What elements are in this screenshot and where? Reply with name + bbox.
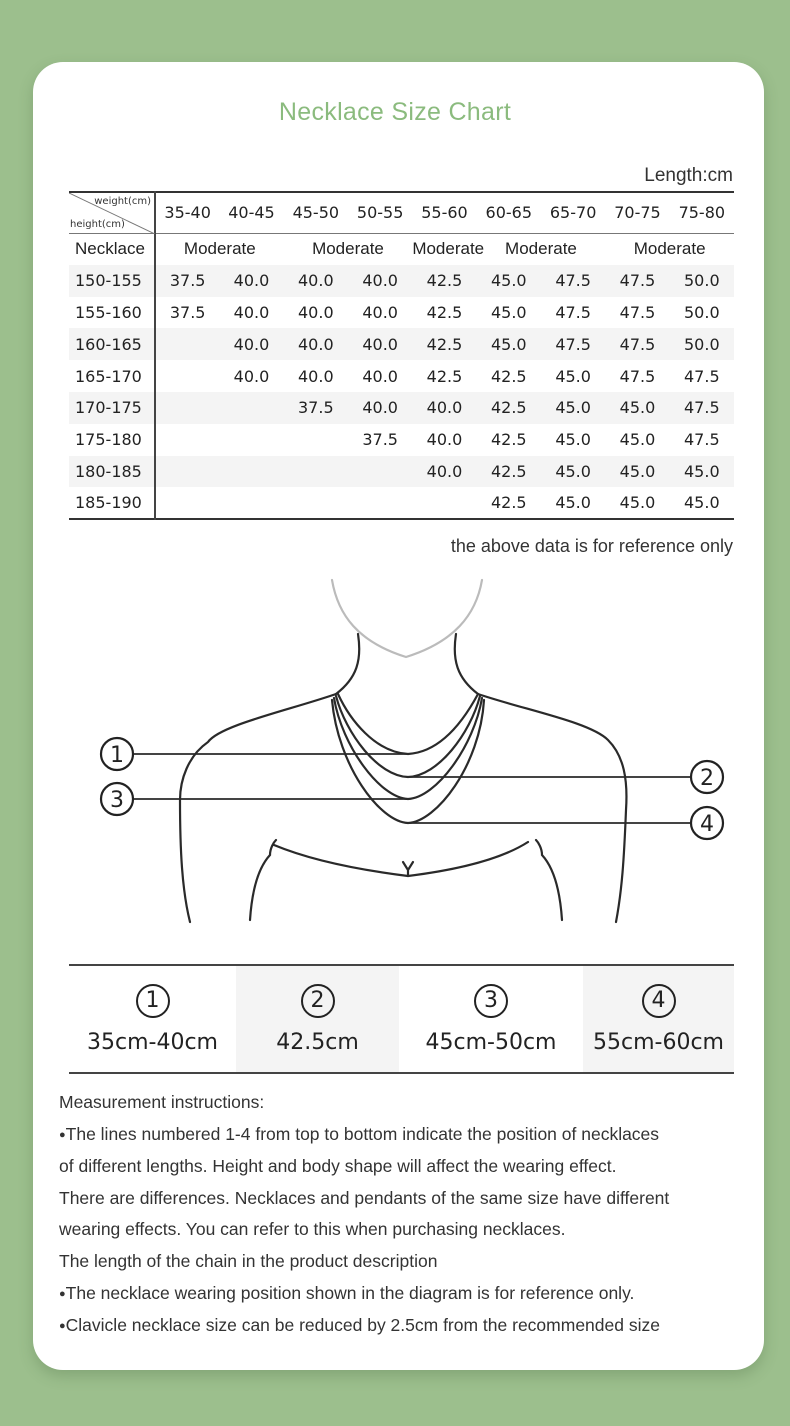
length-cell: [155, 487, 219, 519]
weight-column-header: 45-50: [284, 192, 348, 233]
length-cell: 42.5: [477, 392, 541, 424]
length-cell: 50.0: [684, 302, 720, 322]
page-title: Necklace Size Chart: [278, 98, 512, 126]
length-cell: 37.5: [155, 265, 219, 297]
length-cell: 40.0: [412, 392, 476, 424]
neck-right: [455, 634, 478, 694]
length-cell: 40.0: [348, 265, 412, 297]
weight-column-header: 60-65: [477, 192, 541, 233]
diagram-marker-2: 2: [700, 766, 714, 791]
size-table: [69, 191, 734, 520]
length-cell: 45.0: [670, 456, 734, 488]
length-cell: 45.0: [619, 430, 656, 450]
length-cell: 40.0: [233, 302, 270, 322]
weight-column-header: 55-60: [412, 192, 476, 233]
length-cell: 45.0: [555, 493, 591, 513]
diagram-marker-3: 3: [110, 788, 124, 813]
length-cell: 40.0: [284, 265, 348, 297]
instruction-line: ● The necklace wearing position shown in the diagram is for reference only.: [59, 1278, 759, 1311]
length-cell: 47.5: [684, 366, 720, 386]
length-value: 55cm-60cm: [593, 1029, 724, 1055]
length-cell: 45.0: [619, 493, 656, 513]
height-row-label: 150-155: [69, 265, 155, 297]
length-cell: 47.5: [605, 265, 669, 297]
length-cell: 45.0: [490, 302, 527, 322]
length-cell: 47.5: [684, 430, 720, 450]
height-row-label: 160-165: [69, 328, 155, 360]
length-cell: 40.0: [412, 456, 476, 488]
diagram-marker-1: 1: [110, 743, 124, 768]
length-cell: [284, 424, 348, 456]
length-cell: 42.5: [490, 366, 527, 386]
instruction-line: of different lengths. Height and body shape will affect the wearing effect.: [59, 1156, 617, 1177]
necklace-position-diagram: [60, 570, 730, 940]
face-outline: [332, 580, 482, 657]
clavicle: [274, 842, 528, 876]
length-cell: 45.0: [555, 366, 591, 386]
weight-column-header: 70-75: [605, 192, 669, 233]
length-cell: 42.5: [426, 366, 463, 386]
length-item-2: [236, 966, 399, 1072]
length-cell: 47.5: [555, 302, 591, 322]
length-number: 3: [474, 984, 508, 1018]
length-cell: [284, 456, 348, 488]
length-cell: [412, 487, 476, 519]
length-cell: [155, 328, 219, 360]
table-row: [69, 360, 734, 392]
length-cell: 45.0: [605, 392, 669, 424]
length-cell: [348, 487, 412, 519]
length-cell: 37.5: [169, 302, 206, 322]
height-row-label: 165-170: [69, 360, 155, 392]
unit-label: Length:cm: [644, 165, 733, 186]
weight-column-header: 35-40: [155, 192, 219, 233]
table-row: [69, 297, 734, 329]
length-cell: 45.0: [477, 328, 541, 360]
length-cell: 42.5: [412, 265, 476, 297]
length-cell: 45.0: [477, 265, 541, 297]
height-row-label: 180-185: [69, 456, 155, 488]
length-cell: 40.0: [362, 366, 398, 386]
length-cell: [155, 360, 219, 392]
length-cell: [155, 456, 219, 488]
length-cell: 45.0: [605, 456, 669, 488]
length-number: 1: [136, 984, 170, 1018]
instruction-line: The length of the chain in the product description: [59, 1250, 438, 1271]
length-cell: 40.0: [284, 328, 348, 360]
length-legend: [69, 964, 734, 1074]
length-cell: 45.0: [541, 456, 605, 488]
length-cell: 50.0: [670, 265, 734, 297]
right-shoulder: [478, 694, 626, 922]
necklace-4: [332, 700, 484, 823]
right-arm-inner: [536, 840, 562, 920]
necklace-3: [334, 698, 482, 799]
table-row: [69, 265, 734, 297]
length-cell: 45.0: [555, 430, 591, 450]
corner-height-label: height(cm): [70, 218, 125, 230]
sternum-mark: [403, 862, 413, 876]
length-cell: 40.0: [348, 392, 412, 424]
length-cell: 47.5: [619, 302, 656, 322]
table-row: [69, 487, 734, 519]
height-row-label: 185-190: [69, 487, 155, 519]
corner-weight-label: weight(cm): [94, 196, 151, 207]
length-item-1: [69, 966, 236, 1072]
length-cell: 40.0: [298, 302, 334, 322]
length-cell: [348, 456, 412, 488]
neck-left: [336, 634, 359, 694]
length-cell: 37.5: [284, 392, 348, 424]
length-cell: 40.0: [362, 302, 398, 322]
weight-column-header: 40-45: [219, 192, 283, 233]
instruction-line: wearing effects. You can refer to this when purchasing necklaces.: [59, 1219, 566, 1240]
reference-note: the above data is for reference only: [450, 536, 733, 556]
table-row: [69, 328, 734, 360]
instruction-line: ● Clavicle necklace size can be reduced by 2.5cm from the recommended size: [59, 1310, 759, 1343]
length-cell: [284, 487, 348, 519]
length-cell: 40.0: [426, 430, 463, 450]
instruction-line: There are differences. Necklaces and pendants of the same size have different: [59, 1187, 670, 1208]
height-row-label: 170-175: [69, 392, 155, 424]
left-shoulder: [180, 694, 336, 922]
table-row: [69, 424, 734, 456]
moderate-cell: Moderate: [633, 239, 706, 259]
length-value: 42.5cm: [276, 1029, 359, 1055]
length-cell: 45.0: [684, 493, 720, 513]
moderate-cell: Moderate: [505, 239, 577, 259]
length-cell: [219, 487, 283, 519]
necklace-2: [336, 696, 480, 777]
table-row: [69, 456, 734, 488]
height-row-label: 175-180: [69, 424, 155, 456]
weight-column-header: 65-70: [541, 192, 605, 233]
left-arm-inner: [250, 840, 276, 920]
length-cell: [155, 424, 219, 456]
length-cell: 42.5: [490, 430, 527, 450]
necklace-row-label: Necklace: [69, 233, 155, 265]
moderate-cell: Moderate: [183, 239, 256, 259]
length-cell: 47.5: [541, 328, 605, 360]
length-cell: 42.5: [477, 456, 541, 488]
length-cell: 40.0: [219, 328, 283, 360]
length-cell: 40.0: [348, 328, 412, 360]
weight-column-header: 50-55: [348, 192, 412, 233]
moderate-cell: Moderate: [412, 239, 485, 259]
length-cell: 40.0: [233, 366, 270, 386]
length-cell: 50.0: [670, 328, 734, 360]
weight-column-header: 75-80: [670, 192, 734, 233]
necklace-type-row: [69, 233, 734, 265]
length-number: 4: [642, 984, 676, 1018]
instruction-line: ● The lines numbered 1-4 from top to bottom indicate the position of necklaces: [59, 1119, 759, 1152]
length-value: 45cm-50cm: [425, 1029, 557, 1055]
length-cell: [219, 392, 283, 424]
table-header-row: [69, 192, 734, 233]
measurement-instructions: [59, 1087, 759, 1343]
length-number: 2: [301, 984, 335, 1018]
moderate-cell: Moderate: [312, 239, 384, 259]
length-cell: 40.0: [219, 265, 283, 297]
table-row: [69, 392, 734, 424]
table-corner-cell: [69, 192, 155, 233]
length-cell: 37.5: [362, 430, 398, 450]
length-item-4: [583, 966, 734, 1072]
length-cell: 47.5: [619, 366, 656, 386]
length-cell: 42.5: [426, 302, 463, 322]
length-cell: [219, 456, 283, 488]
length-cell: 45.0: [541, 392, 605, 424]
length-cell: 47.5: [605, 328, 669, 360]
length-cell: 42.5: [490, 493, 527, 513]
diagram-marker-4: 4: [700, 812, 714, 837]
length-cell: [219, 424, 283, 456]
length-value: 35cm-40cm: [87, 1029, 218, 1055]
instructions-heading: Measurement instructions:: [59, 1092, 265, 1112]
height-row-label: 155-160: [69, 297, 155, 329]
length-cell: 47.5: [670, 392, 734, 424]
length-cell: [155, 392, 219, 424]
length-item-3: [399, 966, 583, 1072]
length-cell: 42.5: [412, 328, 476, 360]
length-cell: 40.0: [298, 366, 334, 386]
length-cell: 47.5: [541, 265, 605, 297]
